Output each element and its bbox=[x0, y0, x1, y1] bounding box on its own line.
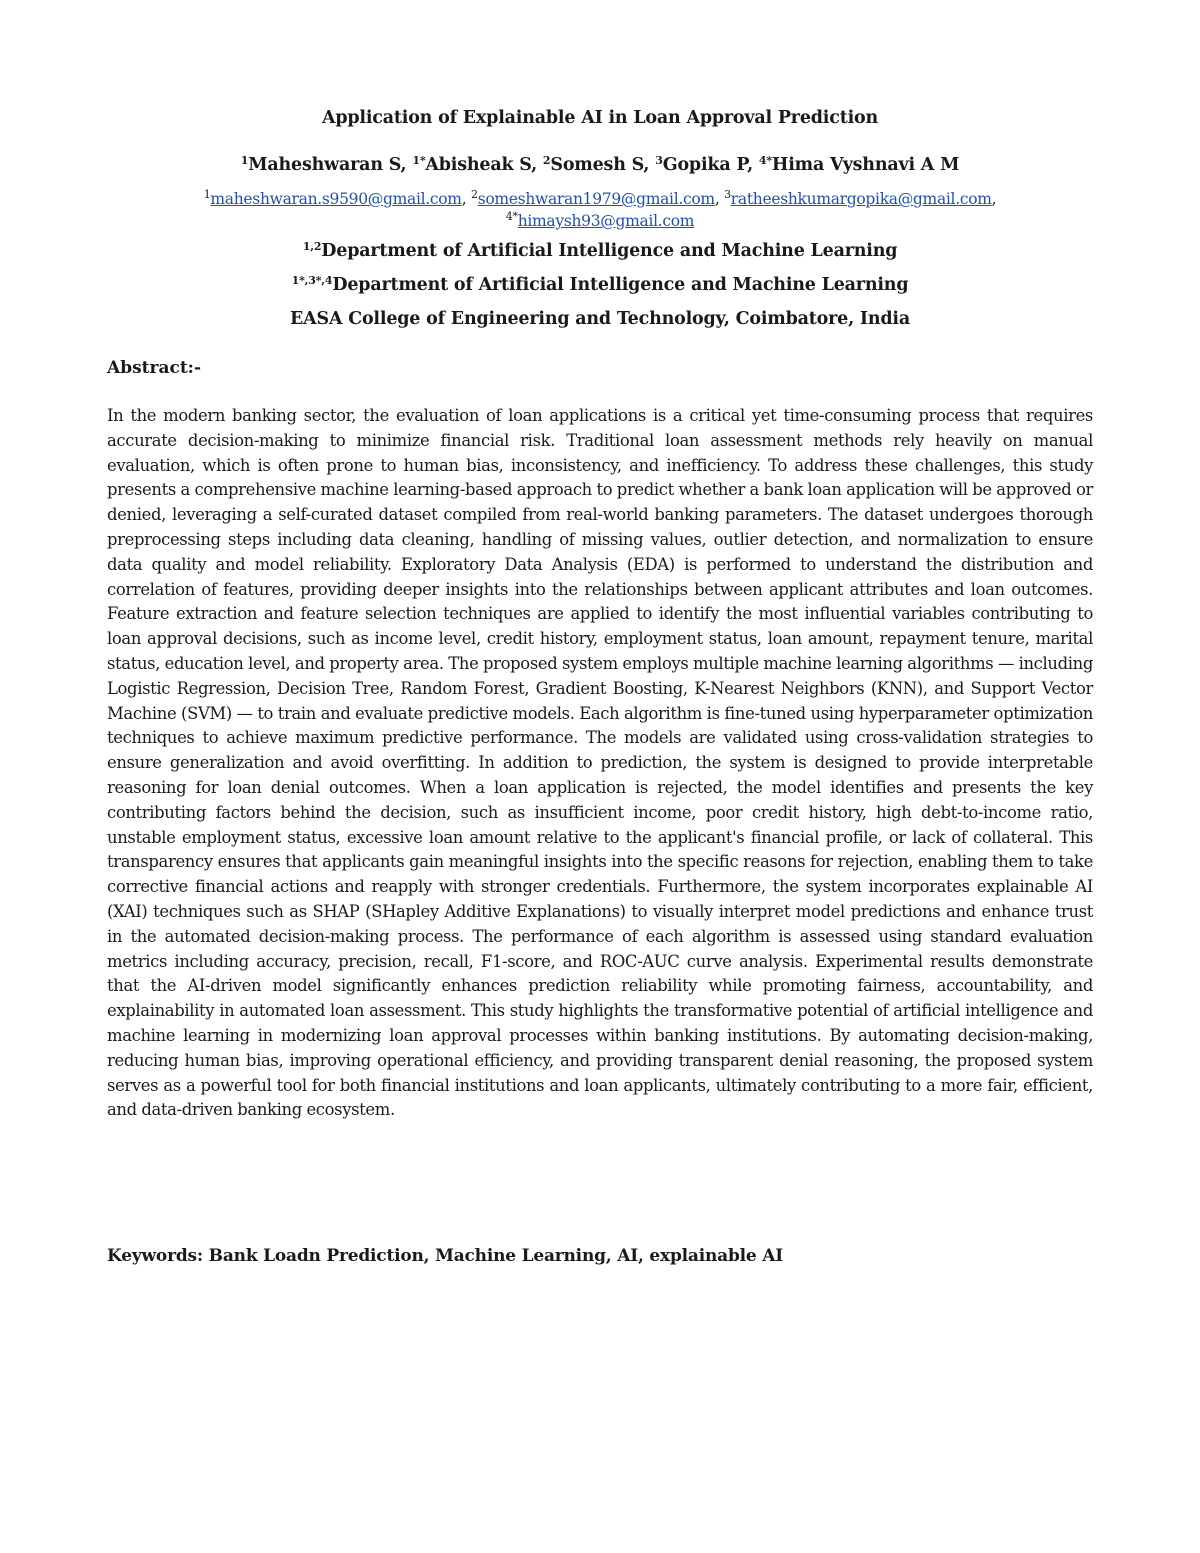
abstract-heading: Abstract:- bbox=[107, 358, 202, 378]
abstract-body: In the modern banking sector, the evaluation of loan applications is a critical yet time-consuming process that requires accurate decision-making to minimize financial risk. Traditional loan assessment methods rely heavily on manual evaluation, which is often prone to human bias, inconsistency, and inefficiency. To address these challenges, this study presents a comprehensive machine learning-based approach to predict whether a bank loan application will be approved or denied, leveraging a self-curated dataset compiled from real-world banking parameters. The dataset undergoes thorough preprocessing steps including data cleaning, handling of missing values, outlier detection, and normalization to ensure data quality and model reliability. Exploratory Data Analysis (EDA) is performed to understand the distribution and correlation of features, providing deeper insights into the relationships between applicant attributes and loan outcomes. Feature extraction and feature selection techniques are applied to identify the most influential variables contributing to loan approval decisions, such as income level, credit history, employment status, loan amount, repayment tenure, marital status, education level, and property area. The proposed system employs multiple machine learning algorithms — including Logistic Regression, Decision Tree, Random Forest, Gradient Boosting, K-Nearest Neighbors (KNN), and Support Vector Machine (SVM) — to train and evaluate predictive models. Each algorithm is fine-tuned using hyperparameter optimization techniques to achieve maximum predictive performance. The models are validated using cross-validation strategies to ensure generalization and avoid overfitting. In addition to prediction, the system is designed to provide interpretable reasoning for loan denial outcomes. When a loan application is rejected, the model identifies and presents the key contributing factors behind the decision, such as insufficient income, poor credit history, high debt-to-income ratio, unstable employment status, excessive loan amount relative to the applicant's financial profile, or lack of collateral. This transparency ensures that applicants gain meaningful insights into the specific reasons for rejection, enabling them to take corrective financial actions and reapply with stronger credentials. Furthermore, the system incorporates explainable AI (XAI) techniques such as SHAP (SHapley Additive Explanations) to visually interpret model predictions and enhance trust in the automated decision-making process. The performance of each algorithm is assessed using standard evaluation metrics including accuracy, precision, recall, F1-score, and ROC-AUC curve analysis. Experimental results demonstrate that the AI-driven model significantly enhances prediction reliability while promoting fairness, accountability, and explainability in automated loan assessment. This study highlights the transformative potential of artificial intelligence and machine learning in modernizing loan approval processes within banking institutions. By automating decision-making, reducing human bias, improving operational efficiency, and providing transparent denial reasoning, the proposed system serves as a powerful tool for both financial institutions and loan applicants, ultimately contributing to a more fair, efficient, and data-driven banking ecosystem. bbox=[107, 406, 1093, 1120]
author-name: Gopika P, bbox=[662, 155, 753, 175]
email-sup: 3 bbox=[724, 188, 731, 201]
author-sup: 2 bbox=[542, 154, 551, 167]
author-name: Maheshwaran S, bbox=[248, 155, 407, 175]
email-sup: 1 bbox=[203, 188, 211, 201]
author-name: Somesh S, bbox=[550, 155, 650, 175]
email-line-1: $^1$maheshwaran.s9590@gmail.com, $^2$someshwaran1979@gmail.com, $^3$ratheeshkumargopika@gmail.com, bbox=[203, 188, 997, 208]
author-sup: 1 bbox=[240, 154, 249, 167]
affiliation-2: $^{1*,3*,4}$Department of Artificial Intelligence and Machine Learning bbox=[291, 274, 909, 295]
author-sup: 3 bbox=[655, 154, 663, 167]
paper-title: Application of Explainable AI in Loan Approval Prediction bbox=[321, 108, 879, 128]
author-name: Hima Vyshnavi A M bbox=[771, 155, 960, 175]
email-sup: 2 bbox=[471, 188, 478, 201]
author-sup: 4* bbox=[758, 154, 772, 167]
author-name: Abisheak S, bbox=[425, 155, 538, 175]
keywords: Keywords: Bank Loadn Prediction, Machine Learning, AI, explainable AI bbox=[107, 1246, 783, 1266]
affiliation-1: $^{1,2}$Department of Artificial Intelligence and Machine Learning bbox=[302, 240, 898, 261]
affiliation-sup: 1,2 bbox=[302, 240, 322, 253]
affiliation-institution: EASA College of Engineering and Technology, Coimbatore, India bbox=[290, 309, 910, 329]
affiliation-sup: 1*,3*,4 bbox=[291, 274, 333, 287]
author-sup: 1* bbox=[412, 154, 426, 167]
email-line-2 bbox=[0, 210, 1200, 232]
author-line bbox=[0, 155, 1200, 175]
email-link[interactable]: maheshwaran.s9590@gmail.com bbox=[210, 190, 462, 208]
email-sup: 4* bbox=[505, 210, 518, 223]
email-link[interactable]: ratheeshkumargopika@gmail.com bbox=[730, 190, 992, 208]
email-link[interactable]: himaysh93@gmail.com bbox=[517, 212, 695, 230]
email-link[interactable]: someshwaran1979@gmail.com bbox=[477, 190, 715, 208]
author-emails bbox=[0, 188, 1200, 232]
